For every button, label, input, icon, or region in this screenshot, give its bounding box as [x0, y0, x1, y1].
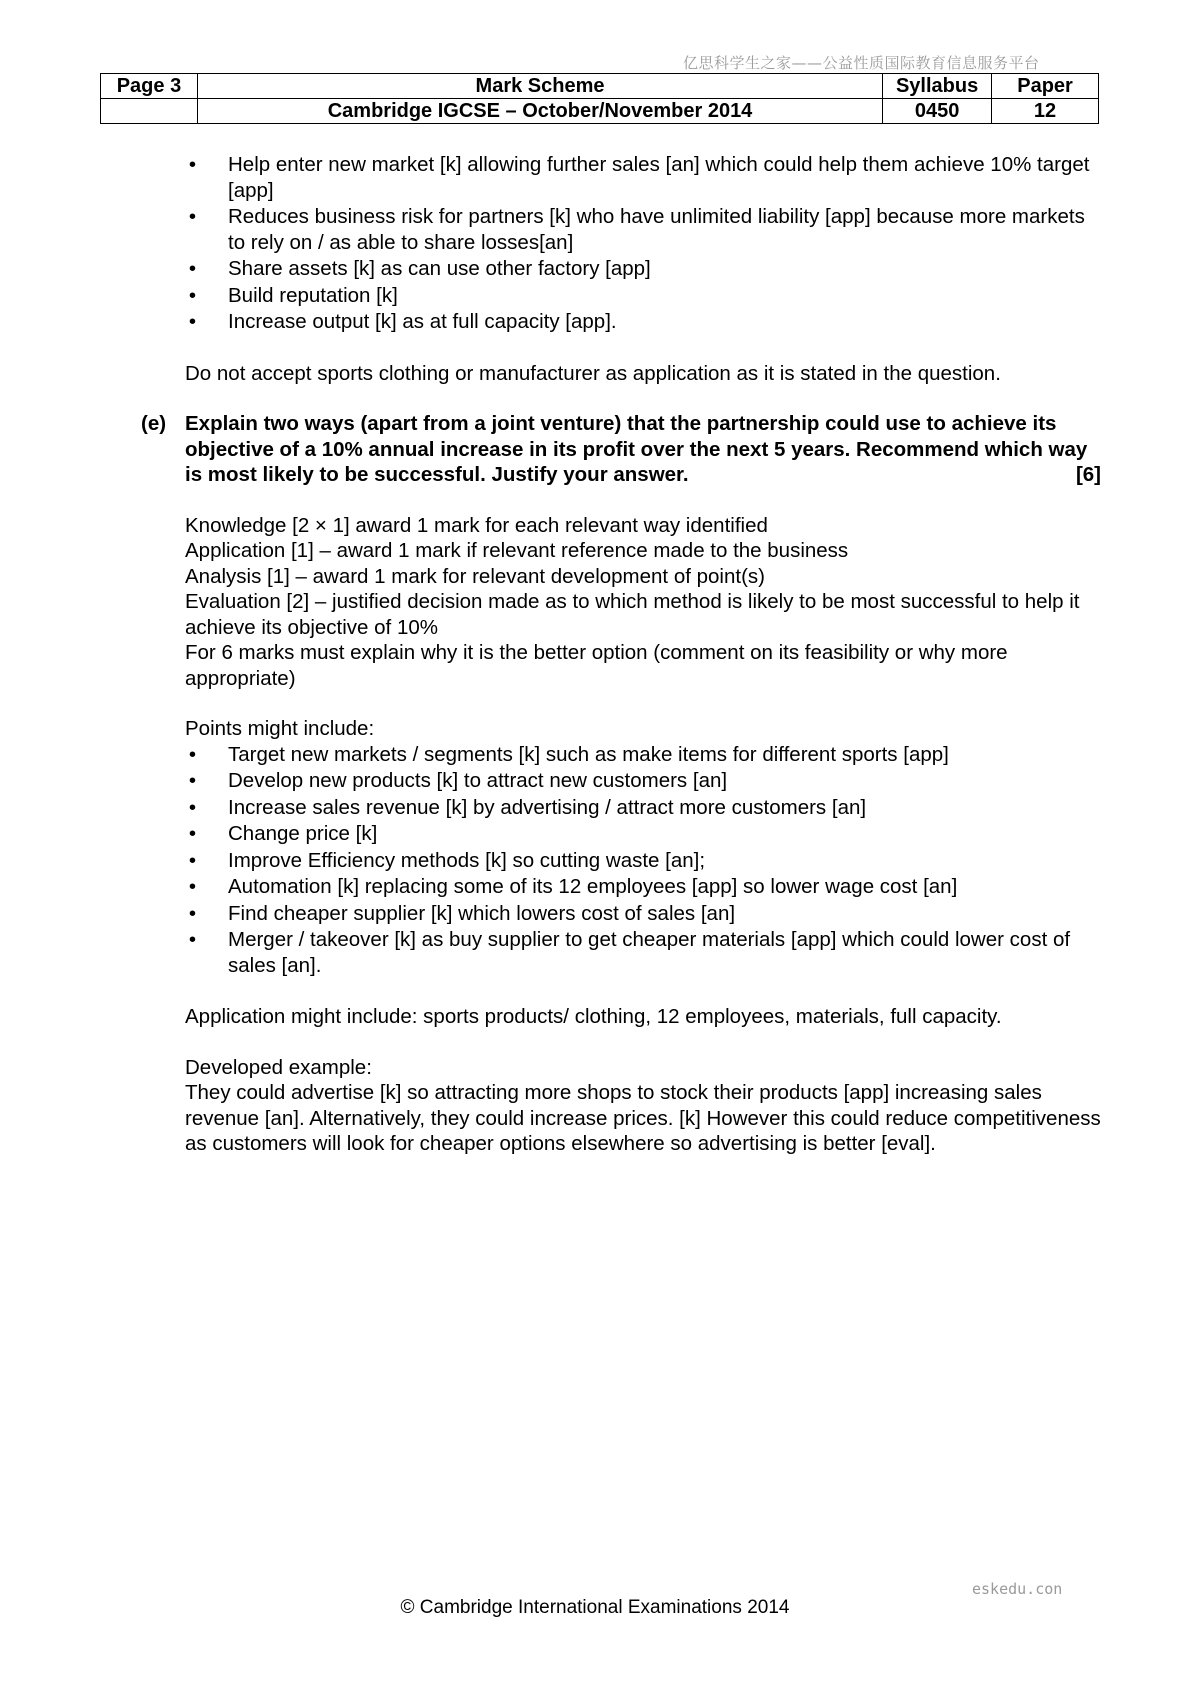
list-item: • Help enter new market [k] allowing further sales [an] which could help them achieve 10% target [app]: [185, 152, 1101, 203]
header-table: [100, 73, 1099, 124]
question-marks: [6]: [1075, 463, 1101, 486]
bullet-icon: •: [188, 795, 197, 819]
list-item: • Merger / takeover [k] as buy supplier to get cheaper materials [app] which could lower cost of sales [an].: [185, 927, 1101, 978]
bullet-icon: •: [188, 742, 197, 766]
list-item: • Increase sales revenue [k] by advertising / attract more customers [an]: [185, 795, 1101, 821]
bullet-icon: •: [188, 769, 197, 792]
criterion-analysis: Analysis [1] – award 1 mark for relevant development of point(s): [185, 564, 765, 588]
criterion-application: Application [1] – award 1 mark if relevant reference made to the business: [185, 539, 849, 562]
developed-example-text: They could advertise [k] so attracting more shops to stock their products [app] increasing sales revenue [an]. Alternatively, they could increase prices. [k] However this could reduce competitiveness as customers will look for cheaper options elsewhere so advertising is better [eval].: [185, 1081, 1101, 1155]
criterion-evaluation: Evaluation [2] – justified decision made as to which method is likely to be most successful to help it achieve its objective of 10%: [185, 590, 1080, 639]
list-item: • Find cheaper supplier [k] which lowers cost of sales [an]: [185, 901, 1101, 927]
watermark-top: 亿思科学生之家——公益性质国际教育信息服务平台: [683, 54, 1040, 72]
developed-example-label: Developed example:: [185, 1055, 372, 1079]
bullet-icon: •: [188, 205, 197, 228]
bullet-icon: •: [188, 822, 197, 845]
paper-number: 12: [992, 99, 1099, 124]
list-item: • Increase output [k] as at full capacity [app].: [185, 309, 1101, 335]
list-item: • Reduces business risk for partners [k] who have unlimited liability [app] because more markets to rely on / as able to share losses[an]: [185, 204, 1101, 255]
page-number: Page 3: [101, 74, 198, 99]
copyright-footer: © Cambridge International Examinations 2014: [400, 1597, 790, 1618]
question-label: (e): [141, 412, 167, 435]
question-text: Explain two ways (apart from a joint venture) that the partnership could use to achieve its objective of a 10% annual increase in its profit over the next 5 years. Recommend which way is most likely to be successful. Justify your answer.: [185, 412, 1088, 486]
list-item: • Change price [k]: [185, 821, 1101, 847]
empty-cell: [101, 99, 198, 124]
application-exclusion-note: Do not accept sports clothing or manufacturer as application as it is stated in the question.: [185, 361, 1001, 385]
marking-criteria: [185, 513, 1101, 692]
bullet-icon: •: [188, 310, 197, 333]
bullet-icon: •: [188, 928, 197, 951]
syllabus-label: Syllabus: [883, 74, 992, 99]
syllabus-code: 0450: [883, 99, 992, 124]
list-item: • Target new markets / segments [k] such as make items for different sports [app]: [185, 742, 1101, 768]
criterion-knowledge: Knowledge [2 × 1] award 1 mark for each relevant way identified: [185, 513, 768, 537]
bullet-icon: •: [188, 257, 197, 280]
list-item: • Improve Efficiency methods [k] so cutting waste [an];: [185, 848, 1101, 874]
bullet-icon: •: [188, 875, 197, 898]
mark-scheme-content: [141, 152, 1101, 1157]
bullet-icon: •: [188, 283, 197, 307]
bullet-list-top: [185, 152, 1101, 335]
bullet-icon: •: [188, 901, 197, 925]
question-e: [141, 411, 1101, 488]
doc-subtitle: Cambridge IGCSE – October/November 2014: [197, 99, 882, 124]
list-item: • Develop new products [k] to attract new customers [an]: [185, 768, 1101, 794]
points-intro: Points might include:: [185, 717, 375, 740]
bullet-icon: •: [188, 153, 197, 176]
bullet-list-points: [185, 742, 1101, 979]
doc-title: Mark Scheme: [197, 74, 882, 99]
paper-label: Paper: [992, 74, 1099, 99]
list-item: • Share assets [k] as can use other factory [app]: [185, 256, 1101, 282]
watermark-bottom: eskedu.con: [972, 1580, 1063, 1598]
criterion-six-marks: For 6 marks must explain why it is the better option (comment on its feasibility or why more appropriate): [185, 641, 1008, 690]
application-note: Application might include: sports products/ clothing, 12 employees, materials, full capacity.: [185, 1005, 1002, 1028]
bullet-icon: •: [188, 848, 197, 872]
list-item: • Build reputation [k]: [185, 283, 1101, 309]
list-item: • Automation [k] replacing some of its 12 employees [app] so lower wage cost [an]: [185, 874, 1101, 900]
